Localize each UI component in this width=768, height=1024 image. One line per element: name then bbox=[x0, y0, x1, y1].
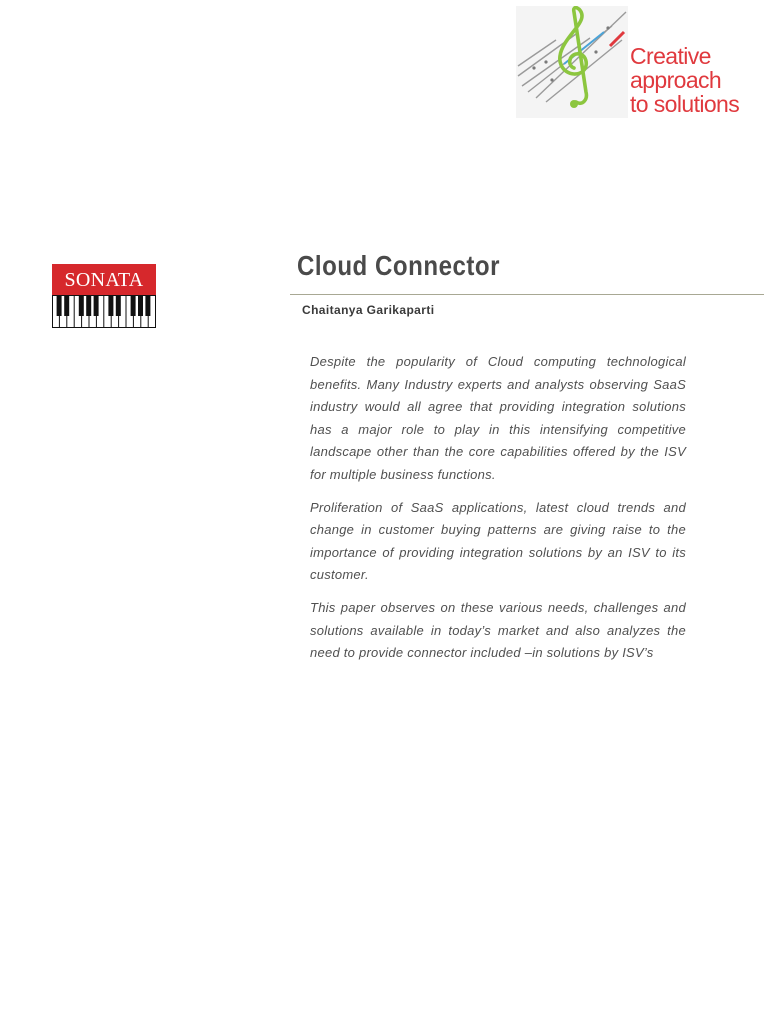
banner-line-1: Creative bbox=[630, 43, 711, 69]
abstract-paragraph-1: Despite the popularity of Cloud computing technological benefits. Many Industry experts and analysts observing SaaS industry would all agree that providing integration solutions has a major role to play in this intensifying competitive landscape other than the core capabilities offered by the ISV for multiple business functions. bbox=[310, 354, 686, 482]
creative-banner bbox=[516, 6, 762, 118]
sonata-logo bbox=[52, 264, 156, 328]
abstract-paragraph-2: Proliferation of SaaS applications, latest cloud trends and change in customer buying patterns are giving raise to the importance of providing integration solutions by an ISV to its customer. bbox=[310, 499, 686, 583]
sonata-logo-text: SONATA bbox=[52, 264, 156, 295]
document-title: Cloud Connector bbox=[297, 250, 501, 281]
banner-line-2: approach bbox=[630, 67, 722, 93]
author-name: Chaitanya Garikaparti bbox=[302, 303, 435, 317]
title-divider bbox=[290, 294, 764, 295]
banner-tagline bbox=[630, 44, 739, 116]
piano-keys-icon bbox=[52, 295, 156, 328]
banner-line-3: to solutions bbox=[630, 91, 740, 117]
abstract-paragraph-3: This paper observes on these various needs, challenges and solutions available in today’s market and also analyzes the need to provide connector included –in solutions by ISV’s bbox=[310, 599, 686, 661]
abstract bbox=[310, 351, 686, 675]
